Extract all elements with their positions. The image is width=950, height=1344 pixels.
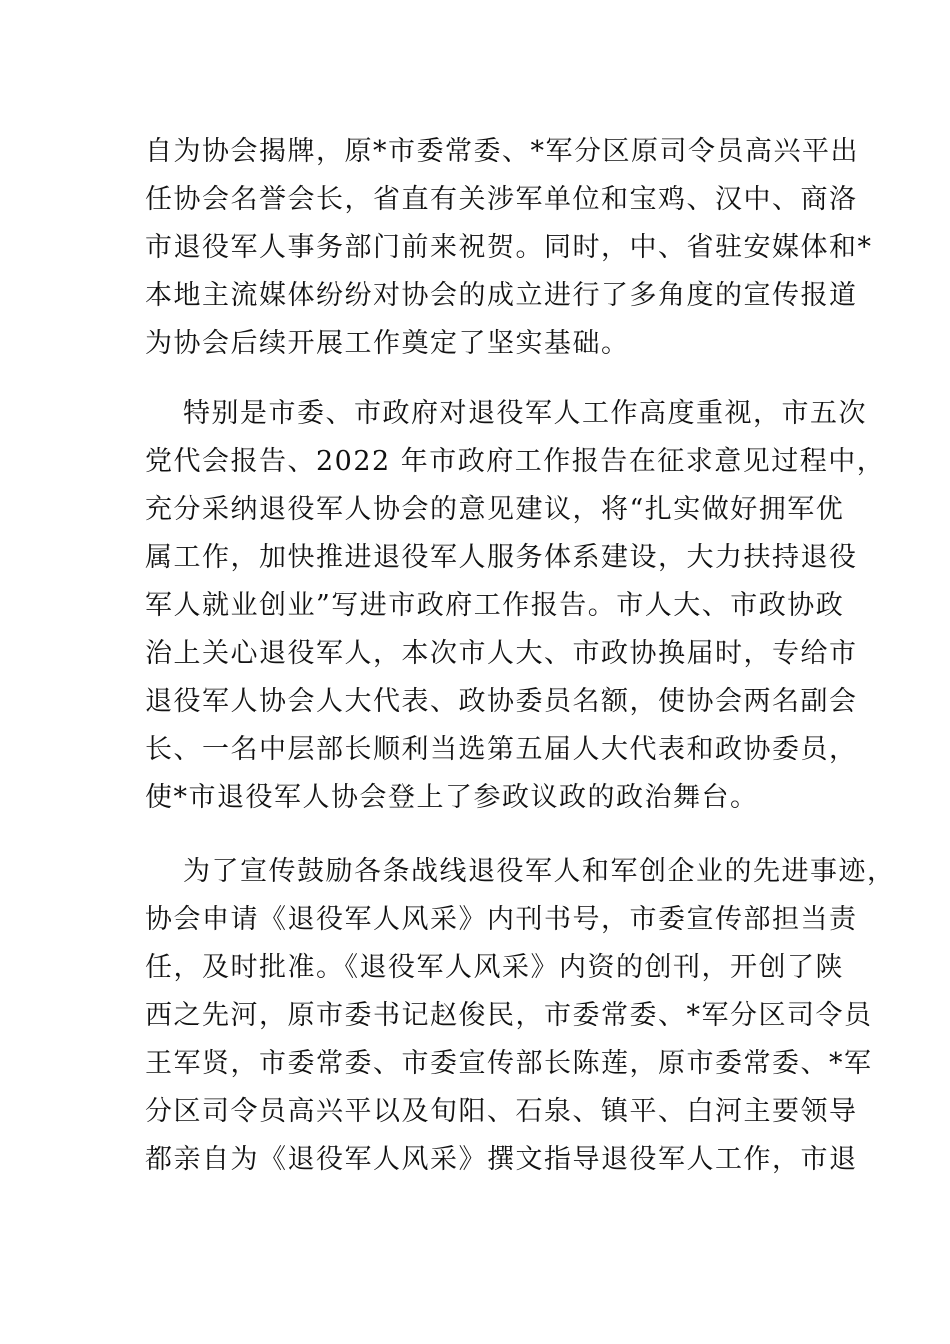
text-line: 本地主流媒体纷纷对协会的成立进行了多角度的宣传报道	[145, 280, 858, 311]
text-line: 军人就业创业”写进市政府工作报告。市人大、市政协政	[145, 590, 845, 621]
text-line: 市退役军人事务部门前来祝贺。同时，中、省驻安媒体和*	[145, 232, 873, 263]
text-line: 协会申请《退役军人风采》内刊书号，市委宣传部担当责	[145, 904, 858, 935]
text-line: 任，及时批准。《退役军人风采》内资的创刊，开创了陕	[145, 952, 844, 983]
text-line: 都亲自为《退役军人风采》撰文指导退役军人工作，市退	[145, 1144, 858, 1175]
text-line: 分区司令员高兴平以及旬阳、石泉、镇平、白河主要领导	[145, 1096, 858, 1127]
text-line: 为协会后续开展工作奠定了坚实基础。	[145, 328, 630, 359]
text-line: 任协会名誉会长，省直有关涉军单位和宝鸡、汉中、商洛	[145, 184, 858, 215]
text-line: 属工作，加快推进退役军人服务体系建设，大力扶持退役	[145, 542, 858, 573]
text-line: 为了宣传鼓励各条战线退役军人和军创企业的先进事迹，	[183, 856, 896, 887]
text-line: 退役军人协会人大代表、政协委员名额，使协会两名副会	[145, 686, 858, 717]
text-line: 特别是市委、市政府对退役军人工作高度重视，市五次	[183, 398, 867, 429]
text-line: 王军贤，市委常委、市委宣传部长陈莲，原市委常委、*军	[145, 1048, 873, 1079]
text-line: 党代会报告、2022 年市政府工作报告在征求意见过程中，	[145, 446, 886, 477]
text-line: 西之先河，原市委书记赵俊民，市委常委、*军分区司令员	[145, 1000, 873, 1031]
text-line: 自为协会揭牌，原*市委常委、*军分区原司令员高兴平出	[145, 136, 859, 167]
text-line: 充分采纳退役军人协会的意见建议，将“扎实做好拥军优	[145, 494, 845, 525]
text-line: 治上关心退役军人，本次市人大、市政协换届时，专给市	[145, 638, 858, 669]
text-line: 使*市退役军人协会登上了参政议政的政治舞台。	[145, 782, 759, 813]
text-line: 长、一名中层部长顺利当选第五届人大代表和政协委员，	[145, 734, 858, 765]
